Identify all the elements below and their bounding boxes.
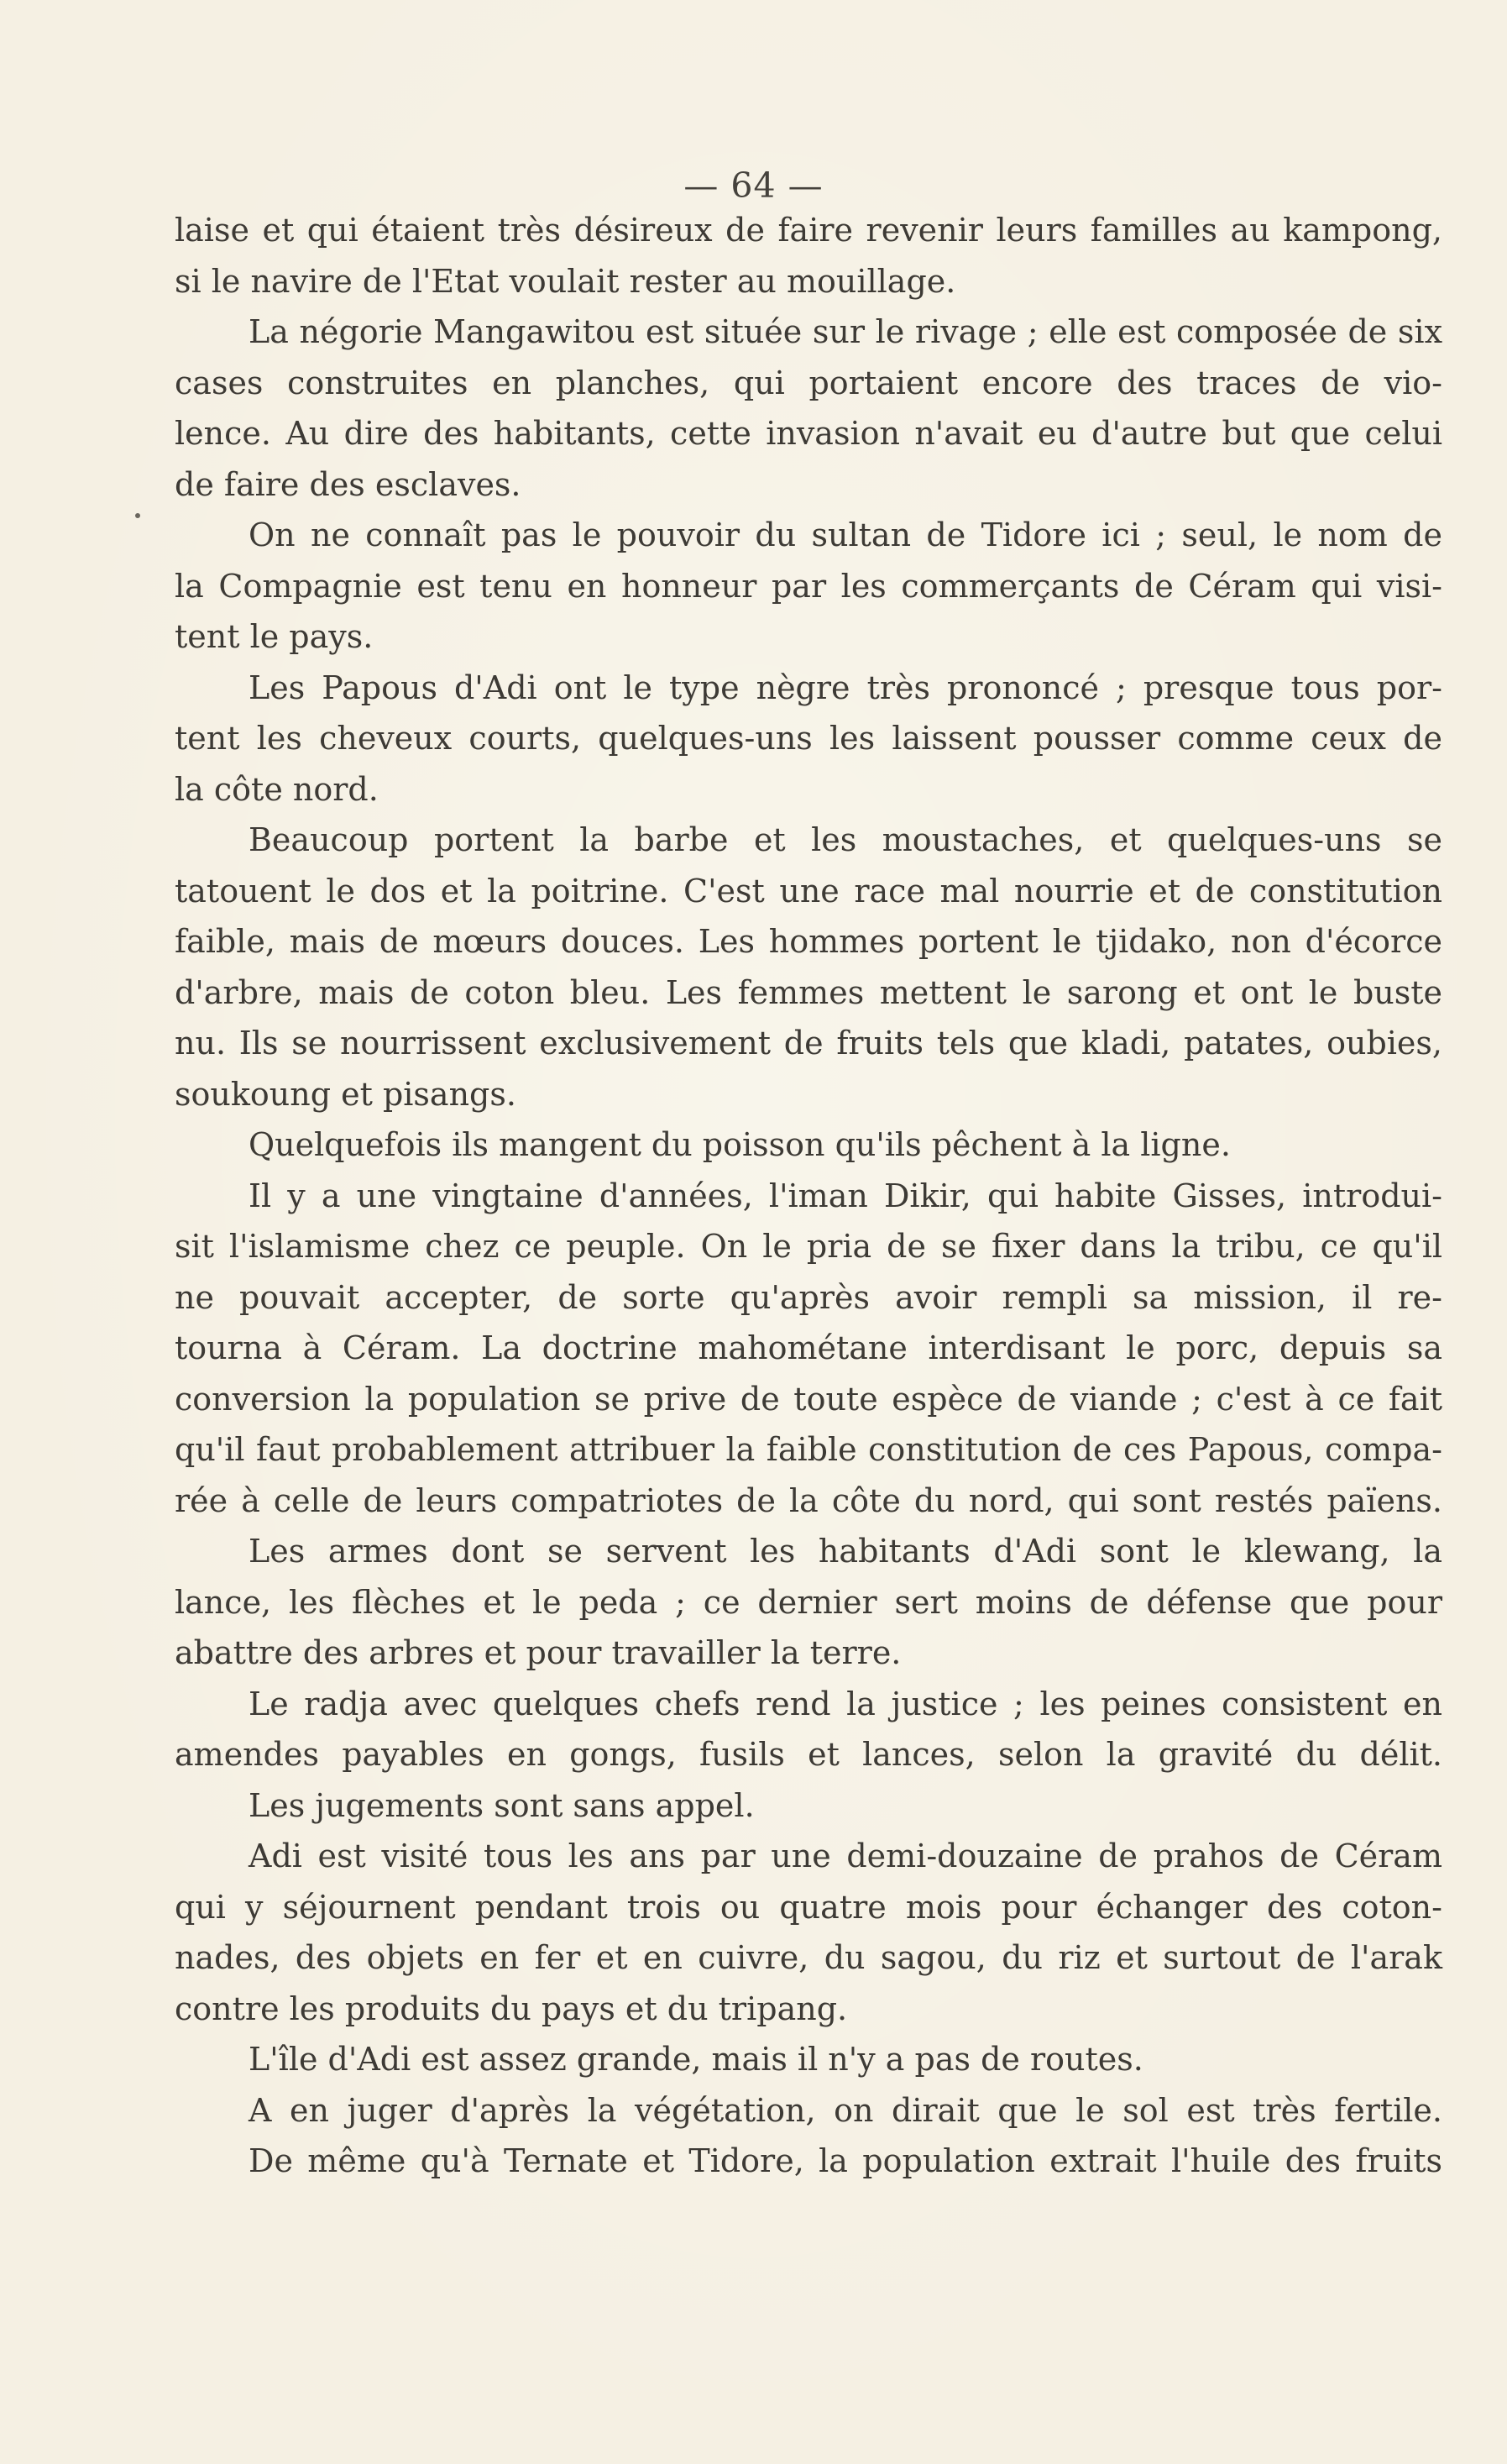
text-line: Les jugements sont sans appel. <box>249 1786 755 1824</box>
text-line: tent les cheveux courts, quelques-uns les laissent pousser comme ceux de <box>175 720 1442 757</box>
text-line: qui y séjournent pendant trois ou quatre mois pour échanger des coton- <box>175 1888 1442 1926</box>
text-line: Les armes dont se servent les habitants d'Adi sont le klewang, la <box>249 1533 1442 1570</box>
text-line: lence. Au dire des habitants, cette invasion n'avait eu d'autre but que celui <box>175 415 1442 452</box>
page-number: — 64 — <box>683 165 824 206</box>
text-line: si le navire de l'Etat voulait rester au mouillage. <box>175 262 956 300</box>
text-line: On ne connaît pas le pouvoir du sultan de Tidore ici ; seul, le nom de <box>249 516 1442 553</box>
text-line: nu. Ils se nourrissent exclusivement de fruits tels que kladi, patates, oubies, <box>175 1025 1442 1062</box>
text-line: Le radja avec quelques chefs rend la justice ; les peines consistent en <box>249 1685 1442 1722</box>
text-line: soukoung et pisangs. <box>175 1075 516 1113</box>
text-line: rée à celle de leurs compatriotes de la côte du nord, qui sont restés païens. <box>175 1481 1442 1519</box>
margin-dot <box>135 513 140 518</box>
text-line: de faire des esclaves. <box>175 465 521 503</box>
text-line: abattre des arbres et pour travailler la terre. <box>175 1634 902 1671</box>
text-line: sit l'islamisme chez ce peuple. On le pria de se fixer dans la tribu, ce qu'il <box>175 1228 1442 1265</box>
text-line: La négorie Mangawitou est située sur le rivage ; elle est composée de six <box>249 313 1442 350</box>
text-line: Les Papous d'Adi ont le type nègre très prononcé ; presque tous por- <box>249 668 1442 706</box>
text-line: amendes payables en gongs, fusils et lances, selon la gravité du délit. <box>175 1736 1442 1773</box>
text-line: tourna à Céram. La doctrine mahométane interdisant le porc, depuis sa <box>175 1329 1442 1366</box>
text-line: qu'il faut probablement attribuer la faible constitution de ces Papous, compa- <box>175 1431 1442 1468</box>
text-line: Quelquefois ils mangent du poisson qu'ils pêchent à la ligne. <box>249 1126 1231 1163</box>
text-line: Il y a une vingtaine d'années, l'iman Dikir, qui habite Gisses, introdui- <box>249 1177 1442 1214</box>
text-line: d'arbre, mais de coton bleu. Les femmes mettent le sarong et ont le buste <box>175 973 1442 1011</box>
text-line: conversion la population se prive de toute espèce de viande ; c'est à ce fait <box>175 1380 1442 1418</box>
text-line: lance, les flèches et le peda ; ce dernier sert moins de défense que pour <box>175 1583 1442 1621</box>
text-line: ne pouvait accepter, de sorte qu'après avoir rempli sa mission, il re- <box>175 1278 1442 1316</box>
text-line: faible, mais de mœurs douces. Les hommes portent le tjidako, non d'écorce <box>175 923 1442 960</box>
text-line: contre les produits du pays et du tripang. <box>175 1990 848 2027</box>
text-line: De même qu'à Ternate et Tidore, la population extrait l'huile des fruits <box>249 2142 1442 2179</box>
text-line: nades, des objets en fer et en cuivre, du sagou, du riz et surtout de l'arak <box>175 1939 1442 1976</box>
text-line: L'île d'Adi est assez grande, mais il n'y a pas de routes. <box>249 2041 1143 2078</box>
text-line: laise et qui étaient très désireux de faire revenir leurs familles au kampong, <box>175 212 1442 249</box>
text-line: la Compagnie est tenu en honneur par les commerçants de Céram qui visi- <box>175 567 1442 605</box>
text-line: la côte nord. <box>175 770 379 808</box>
text-line: tatouent le dos et la poitrine. C'est une race mal nourrie et de constitution <box>175 872 1442 910</box>
text-line: cases construites en planches, qui portaient encore des traces de vio- <box>175 364 1442 401</box>
text-line: tent le pays. <box>175 618 374 655</box>
text-line: Beaucoup portent la barbe et les moustaches, et quelques-uns se <box>249 821 1442 858</box>
text-line: Adi est visité tous les ans par une demi-douzaine de prahos de Céram <box>249 1838 1442 1874</box>
text-line: A en juger d'après la végétation, on dirait que le sol est très fertile. <box>249 2091 1442 2129</box>
body-text <box>175 205 1442 2187</box>
